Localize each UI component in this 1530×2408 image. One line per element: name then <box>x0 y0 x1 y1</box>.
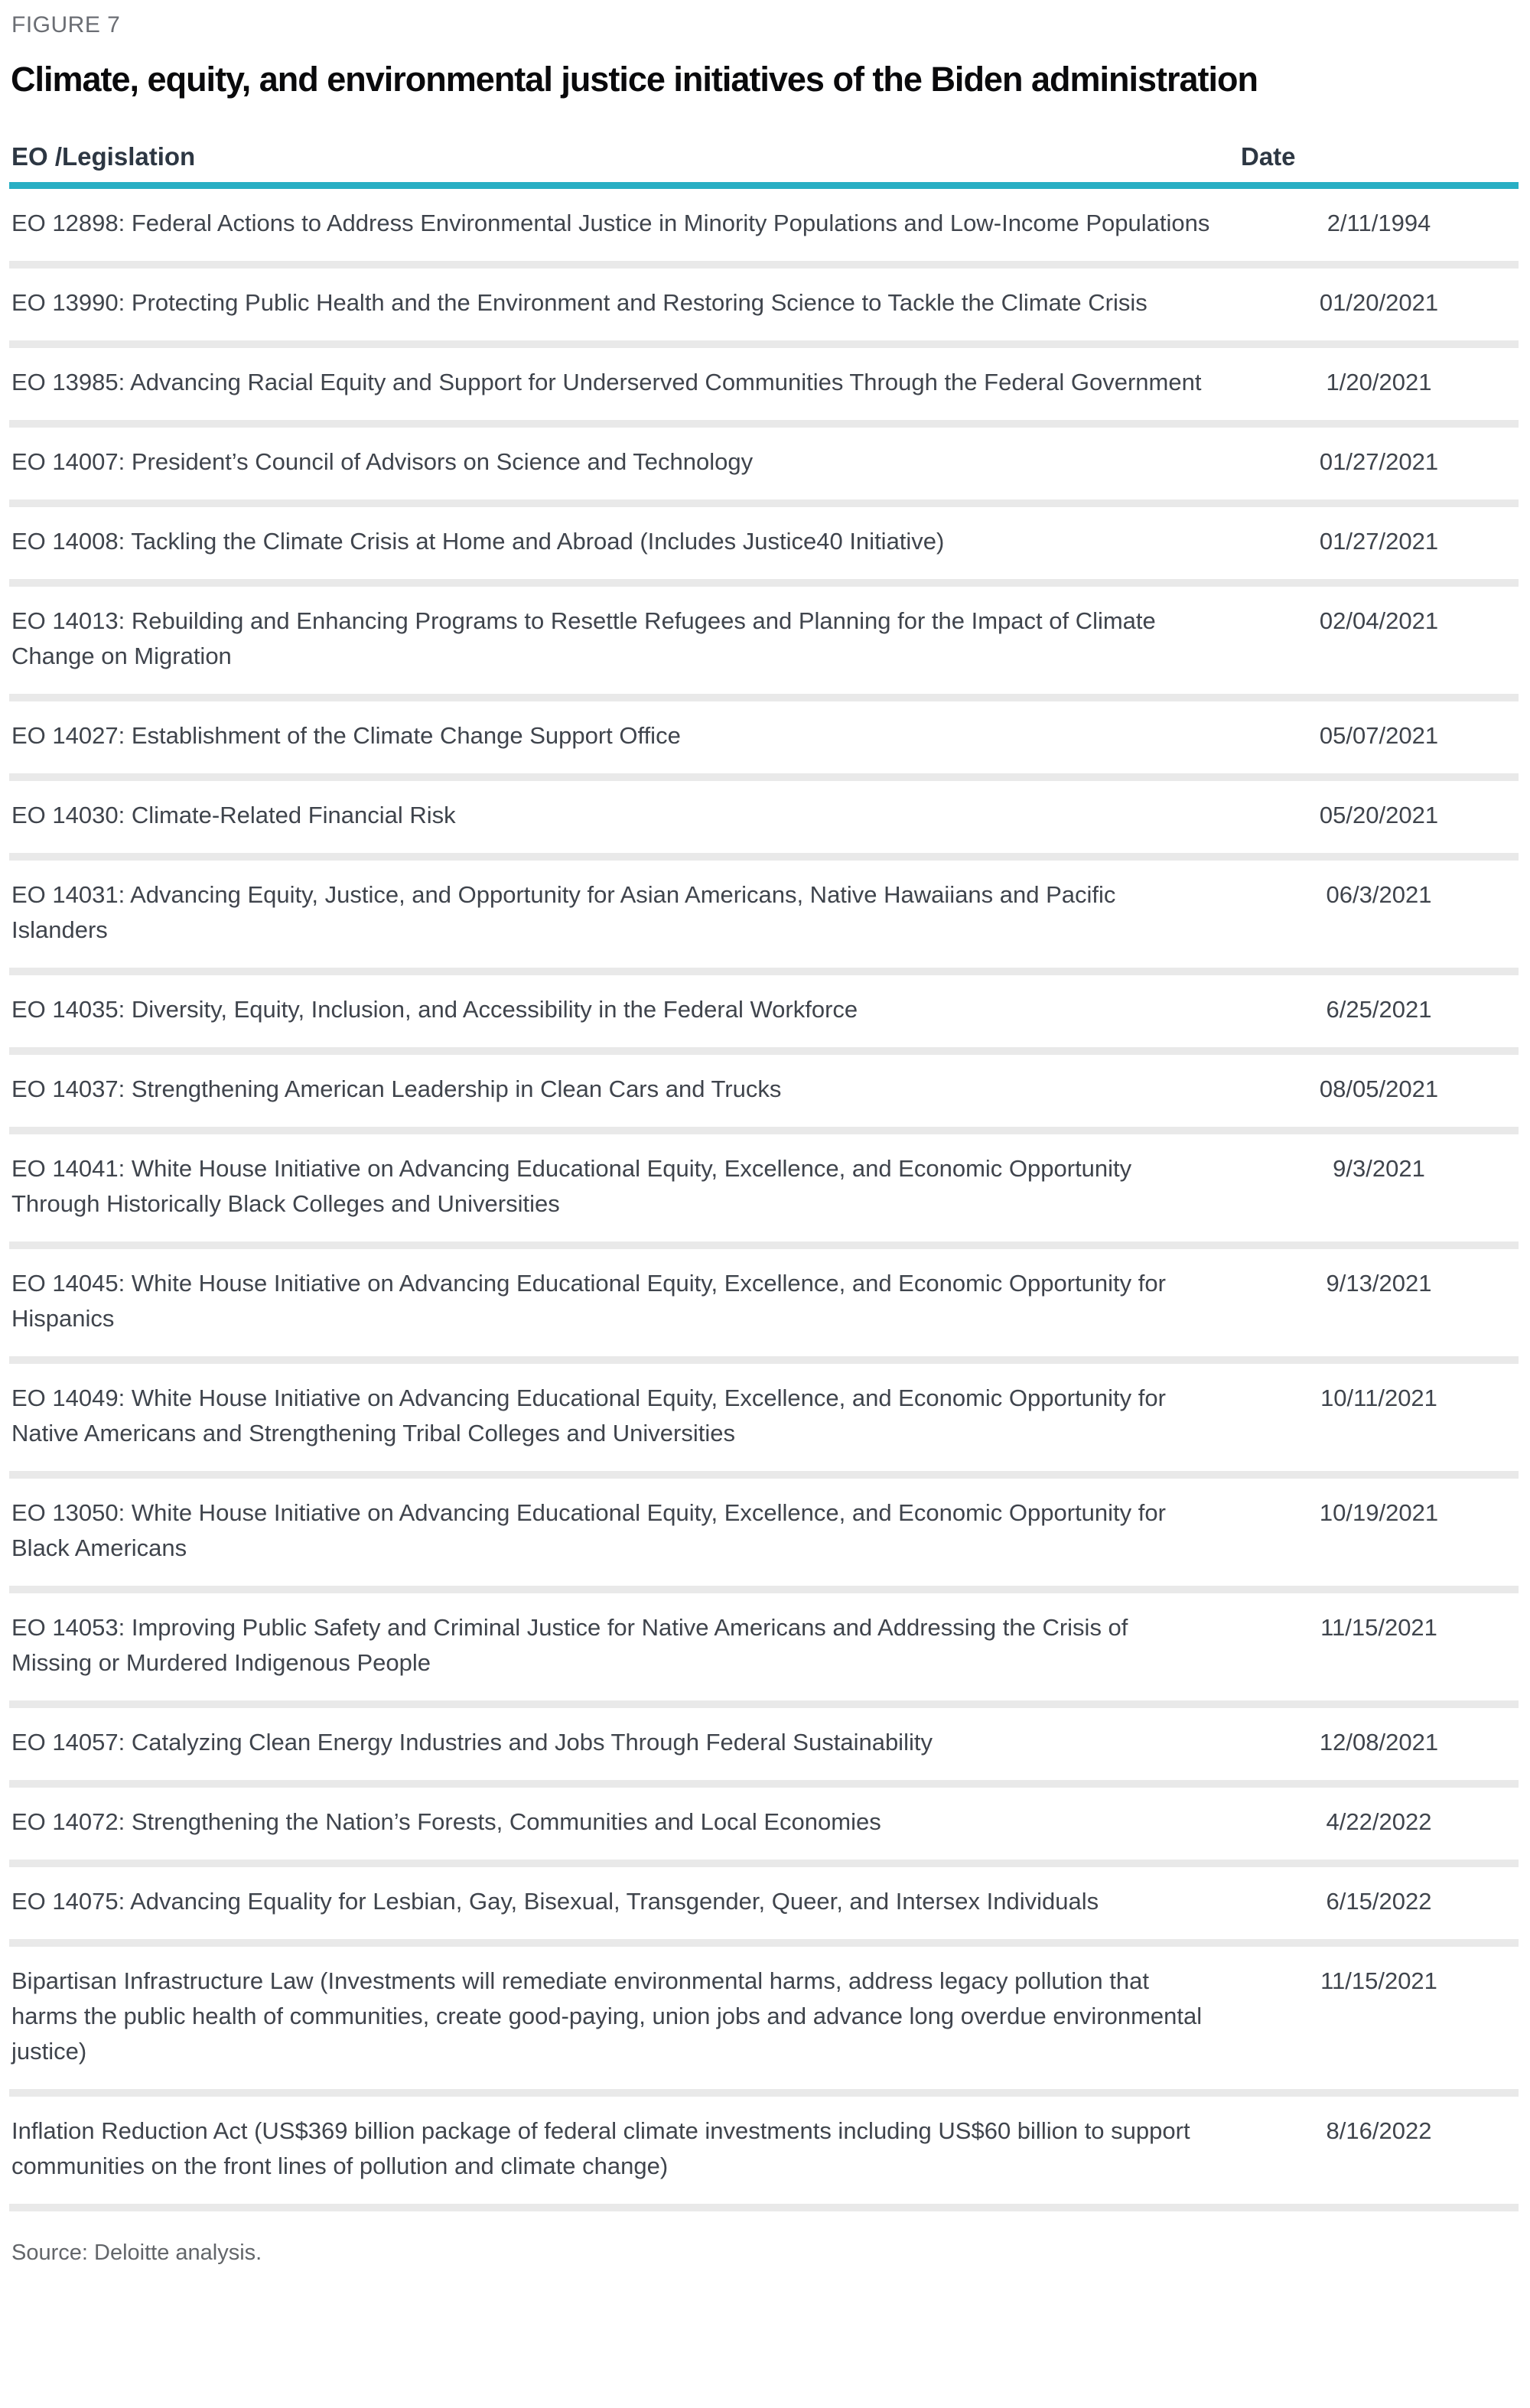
table-row <box>9 1947 1519 2089</box>
date-cell: 05/20/2021 <box>1319 802 1439 828</box>
date-cell: 8/16/2022 <box>1326 2117 1432 2144</box>
row-divider <box>9 1939 1519 1947</box>
table-row <box>9 1055 1519 1127</box>
eo-legislation-cell: EO 14045: White House Initiative on Advancing Educational Equity, Excellence, and Economic Opportunity for Hispanics <box>11 1270 1166 1332</box>
table-row <box>9 1249 1519 1356</box>
row-divider <box>9 2204 1519 2211</box>
eo-legislation-cell: EO 14041: White House Initiative on Advancing Educational Equity, Excellence, and Economic Opportunity Through Historically Black Colleges and Universities <box>11 1155 1132 1217</box>
eo-legislation-cell: EO 12898: Federal Actions to Address Environmental Justice in Minority Populations and Low-Income Populations <box>11 210 1210 236</box>
row-divider <box>9 1780 1519 1788</box>
row-divider <box>9 2089 1519 2097</box>
row-divider <box>9 1471 1519 1479</box>
eo-legislation-cell: EO 14075: Advancing Equality for Lesbian, Gay, Bisexual, Transgender, Queer, and Intersex Individuals <box>11 1888 1099 1915</box>
eo-legislation-cell: EO 13050: White House Initiative on Advancing Educational Equity, Excellence, and Economic Opportunity for Black Americans <box>11 1499 1166 1561</box>
date-cell: 10/19/2021 <box>1319 1499 1439 1526</box>
row-divider <box>9 340 1519 348</box>
date-cell: 11/15/2021 <box>1320 1967 1437 1994</box>
table-row <box>9 428 1519 499</box>
date-cell: 6/25/2021 <box>1326 996 1432 1023</box>
table-row <box>9 701 1519 773</box>
date-cell: 4/22/2022 <box>1326 1808 1432 1835</box>
table-row <box>9 268 1519 340</box>
table-body <box>9 189 1519 2211</box>
col-header-eo-legislation: EO /Legislation <box>11 142 196 171</box>
date-cell: 1/20/2021 <box>1326 369 1432 395</box>
eo-legislation-cell: EO 14037: Strengthening American Leadership in Clean Cars and Trucks <box>11 1075 782 1102</box>
date-cell: 01/27/2021 <box>1319 448 1439 475</box>
row-divider <box>9 1700 1519 1708</box>
row-divider <box>9 853 1519 861</box>
row-divider <box>9 968 1519 975</box>
eo-table <box>9 142 1519 2211</box>
row-divider <box>9 1241 1519 1249</box>
row-divider <box>9 1860 1519 1867</box>
row-divider <box>9 1356 1519 1364</box>
col-header-date: Date <box>1241 142 1296 171</box>
figure-title: Climate, equity, and environmental justice initiatives of the Biden administration <box>11 60 1258 99</box>
eo-legislation-cell: EO 14007: President’s Council of Advisors on Science and Technology <box>11 448 754 475</box>
eo-legislation-cell: EO 14035: Diversity, Equity, Inclusion, and Accessibility in the Federal Workforce <box>11 996 858 1023</box>
source-note: Source: Deloitte analysis. <box>11 2240 262 2265</box>
date-cell: 06/3/2021 <box>1326 881 1432 908</box>
header-accent-rule <box>9 182 1519 189</box>
table-row <box>9 1708 1519 1780</box>
table-row <box>9 975 1519 1047</box>
eo-legislation-cell: EO 14072: Strengthening the Nation’s Forests, Communities and Local Economies <box>11 1808 881 1835</box>
date-cell: 02/04/2021 <box>1319 607 1439 634</box>
row-divider <box>9 773 1519 781</box>
table-row <box>9 189 1519 261</box>
row-divider <box>9 1047 1519 1055</box>
eo-legislation-cell: EO 14049: White House Initiative on Advancing Educational Equity, Excellence, and Economic Opportunity for Native Americans and Strengthening Tribal Colleges and Universities <box>11 1385 1166 1446</box>
table-row <box>9 1134 1519 1241</box>
figure-label: FIGURE 7 <box>11 12 121 37</box>
date-cell: 9/3/2021 <box>1333 1155 1425 1182</box>
eo-legislation-cell: EO 13985: Advancing Racial Equity and Support for Underserved Communities Through the Federal Government <box>11 369 1202 395</box>
date-cell: 12/08/2021 <box>1319 1729 1439 1756</box>
row-divider <box>9 499 1519 507</box>
eo-legislation-cell: EO 13990: Protecting Public Health and the Environment and Restoring Science to Tackle the Climate Crisis <box>11 289 1148 316</box>
eo-legislation-cell: EO 14057: Catalyzing Clean Energy Industries and Jobs Through Federal Sustainability <box>11 1729 933 1756</box>
eo-legislation-cell: EO 14031: Advancing Equity, Justice, and Opportunity for Asian Americans, Native Hawaiians and Pacific Islanders <box>11 881 1116 943</box>
table-row <box>9 1364 1519 1471</box>
eo-legislation-cell: Inflation Reduction Act (US$369 billion package of federal climate investments including US$60 billion to support communities on the front lines of pollution and climate change) <box>11 2117 1190 2179</box>
row-divider <box>9 1586 1519 1593</box>
date-cell: 2/11/1994 <box>1327 210 1431 236</box>
date-cell: 10/11/2021 <box>1320 1385 1437 1411</box>
date-cell: 9/13/2021 <box>1326 1270 1432 1297</box>
date-cell: 01/27/2021 <box>1319 528 1439 555</box>
date-cell: 6/15/2022 <box>1326 1888 1432 1915</box>
date-cell: 08/05/2021 <box>1319 1075 1439 1102</box>
table-row <box>9 507 1519 579</box>
row-divider <box>9 1127 1519 1134</box>
date-cell: 05/07/2021 <box>1319 722 1439 749</box>
table-row <box>9 348 1519 420</box>
table-row <box>9 781 1519 853</box>
row-divider <box>9 579 1519 587</box>
table-row <box>9 1788 1519 1860</box>
row-divider <box>9 420 1519 428</box>
table-row <box>9 587 1519 694</box>
eo-legislation-cell: EO 14030: Climate-Related Financial Risk <box>11 802 456 828</box>
date-cell: 01/20/2021 <box>1319 289 1439 316</box>
row-divider <box>9 261 1519 268</box>
table-row <box>9 1479 1519 1586</box>
date-cell: 11/15/2021 <box>1320 1614 1437 1641</box>
eo-legislation-cell: Bipartisan Infrastructure Law (Investments will remediate environmental harms, address legacy pollution that harms the public health of communities, create good-paying, union jobs and advance long overdue environmental justice) <box>11 1967 1203 2065</box>
eo-legislation-cell: EO 14053: Improving Public Safety and Criminal Justice for Native Americans and Addressing the Crisis of Missing or Murdered Indigenous People <box>11 1614 1128 1676</box>
table-row <box>9 1867 1519 1939</box>
table-row <box>9 861 1519 968</box>
eo-legislation-cell: EO 14008: Tackling the Climate Crisis at Home and Abroad (Includes Justice40 Initiative) <box>11 528 945 555</box>
table-header-row <box>9 142 1519 171</box>
table-row <box>9 2097 1519 2204</box>
table-row <box>9 1593 1519 1700</box>
eo-legislation-cell: EO 14013: Rebuilding and Enhancing Programs to Resettle Refugees and Planning for the Impact of Climate Change on Migration <box>11 607 1156 669</box>
row-divider <box>9 694 1519 701</box>
eo-legislation-cell: EO 14027: Establishment of the Climate Change Support Office <box>11 722 681 749</box>
